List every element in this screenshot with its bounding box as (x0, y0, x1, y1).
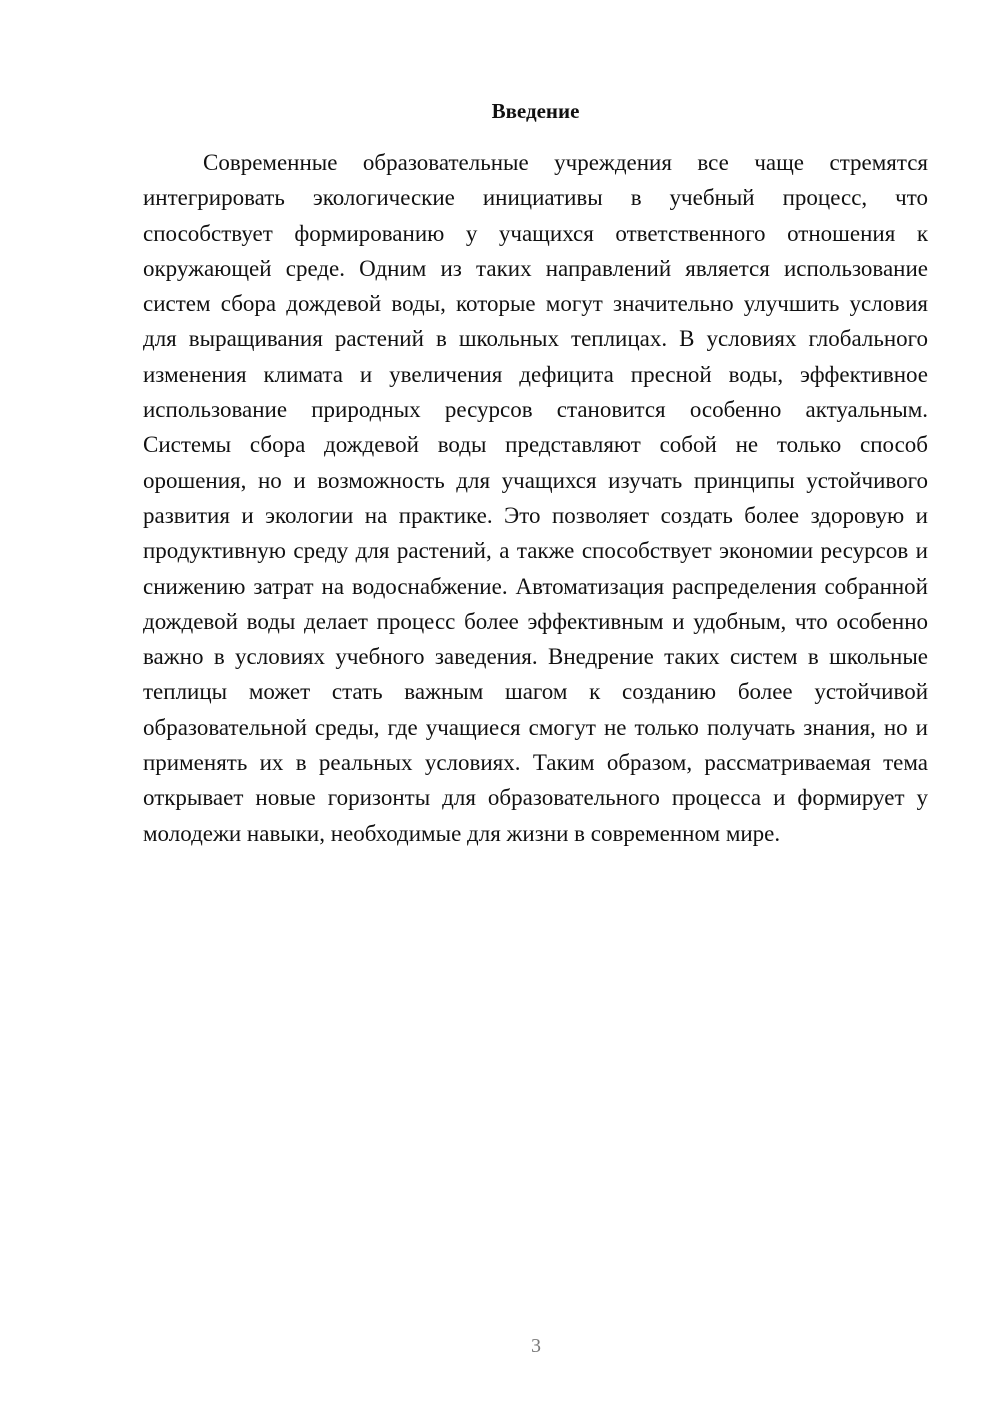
page-number: 3 (531, 1335, 541, 1357)
section-heading: Введение (491, 99, 580, 123)
body-paragraph: Современные образовательные учреждения все чаще стремятся интегрировать экологические инициативы в учебный процесс, что способствует формированию у учащихся ответственного отношения к окружающей среде. Одним из таких направлений является использование систем сбора дождевой воды, которые могут значительно улучшить условия для выращивания растений в школьных теплицах. В условиях глобального изменения климата и увеличения дефицита пресной воды, эффективное использование природных ресурсов становится особенно актуальным. Системы сбора дождевой воды представляют собой не только способ орошения, но и возможность для учащихся изучать принципы устойчивого развития и экологии на практике. Это позволяет создать более здоровую и продуктивную среду для растений, а также способствует экономии ресурсов и снижению затрат на водоснабжение. Автоматизация распределения собранной дождевой воды делает процесс более эффективным и удобным, что особенно важно в условиях учебного заведения. Внедрение таких систем в школьные теплицы может стать важным шагом к созданию более устойчивой образовательной среды, где учащиеся смогут не только получать знания, но и применять их в реальных условиях. Таким образом, рассматриваемая тема открывает новые горизонты для образовательного процесса и формирует у молодежи навыки, необходимые для жизни в современном мире. (143, 150, 928, 846)
